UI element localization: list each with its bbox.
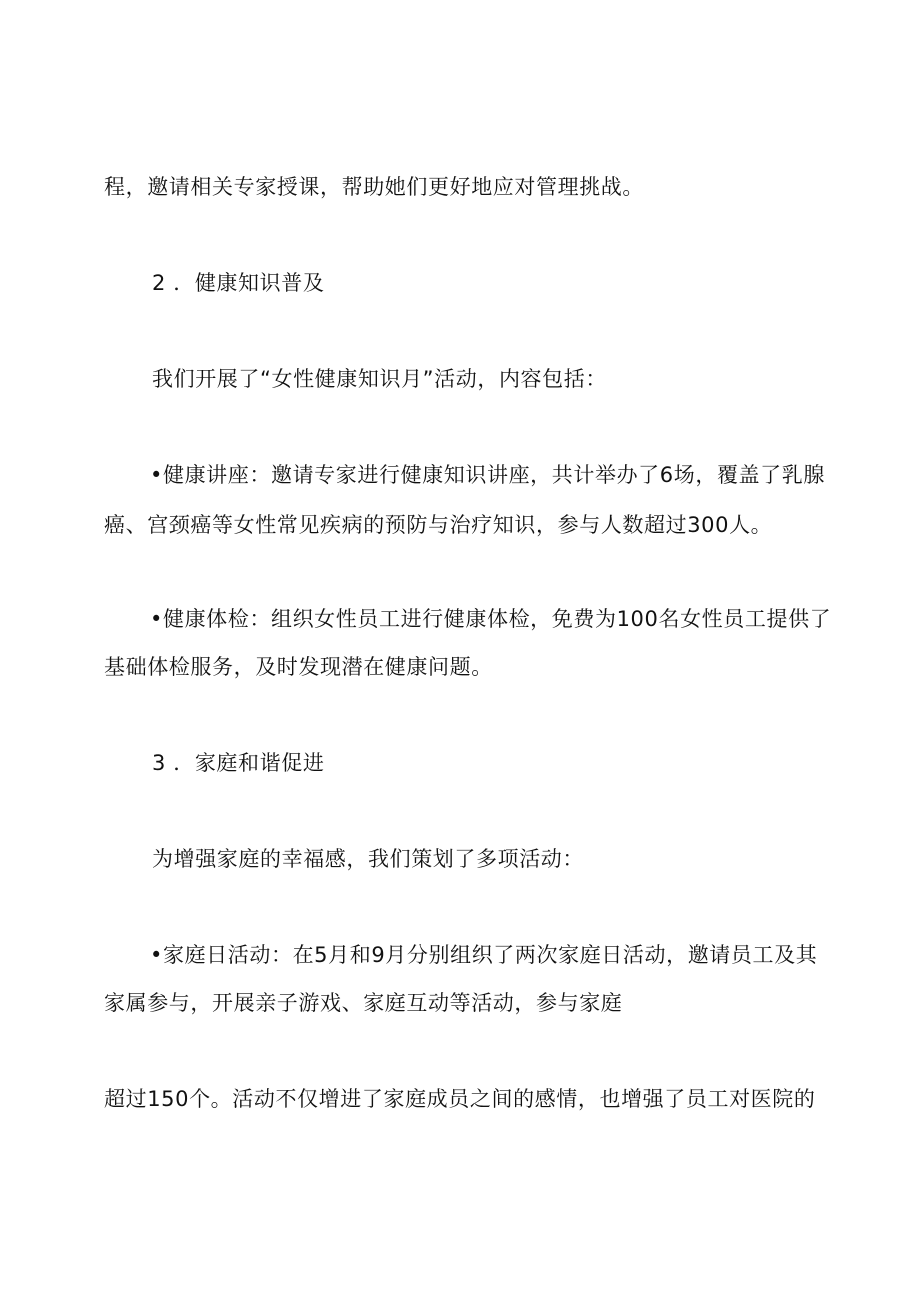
section-heading-health-knowledge: 2 ．健康知识普及	[152, 271, 325, 295]
body-text-line: 基础体检服务，及时发现潜在健康问题。	[104, 655, 493, 679]
bullet-item-health-lecture: •健康讲座：邀请专家进行健康知识讲座，共计举办了6场，覆盖了乳腺	[150, 463, 825, 487]
bullet-item-health-checkup: •健康体检：组织女性员工进行健康体检，免费为100名女性员工提供了	[150, 607, 832, 631]
body-text-line: 超过150个。活动不仅增进了家庭成员之间的感情，也增强了员工对医院的	[104, 1087, 816, 1111]
body-text-line: 癌、宫颈癌等女性常见疾病的预防与治疗知识，参与人数超过300人。	[104, 513, 773, 537]
section-heading-family-harmony: 3 ．家庭和谐促进	[152, 751, 325, 775]
body-text-line: 家属参与，开展亲子游戏、家庭互动等活动，参与家庭	[104, 991, 623, 1015]
body-text-line: 我们开展了“女性健康知识月”活动，内容包括：	[152, 367, 607, 391]
bullet-item-family-day: •家庭日活动：在5月和9月分别组织了两次家庭日活动，邀请员工及其	[150, 943, 818, 967]
body-text-line: 为增强家庭的幸福感，我们策划了多项活动：	[152, 847, 584, 871]
body-text-line: 程，邀请相关专家授课，帮助她们更好地应对管理挑战。	[104, 175, 644, 199]
